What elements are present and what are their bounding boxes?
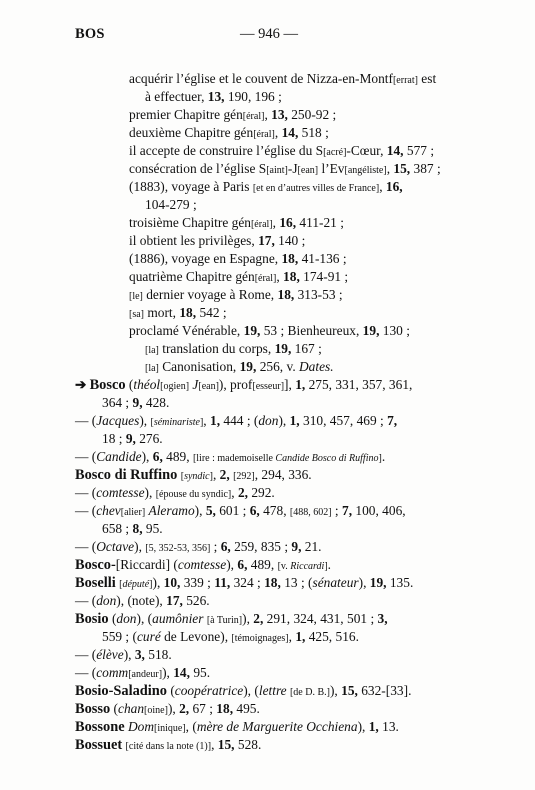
index-line — [129, 142, 434, 162]
line-segment: [ — [150, 417, 154, 428]
line-segment: 3, — [377, 611, 388, 626]
line-segment: — ( — [75, 647, 97, 662]
line-segment: Jacques — [96, 413, 140, 428]
line-segment: 526. — [182, 593, 210, 608]
index-line — [75, 592, 210, 610]
line-segment: Bossuet — [75, 737, 123, 753]
line-segment: élève — [96, 647, 124, 662]
line-segment: (1886), voyage en Espagne, — [129, 251, 282, 266]
index-line — [129, 214, 344, 234]
line-segment: lettre — [258, 683, 287, 698]
line-segment: 601 ; — [215, 503, 250, 518]
line-segment: 291, 324, 431, 501 ; — [263, 611, 378, 626]
line-segment: 18, — [283, 269, 300, 284]
line-segment: 135. — [386, 575, 414, 590]
line-segment: 15, — [393, 161, 411, 176]
line-segment: [esseur] — [252, 381, 285, 392]
line-segment: Dom — [127, 719, 154, 734]
line-segment: troisième Chapitre gén — [129, 215, 251, 230]
line-segment: 17, — [166, 593, 183, 608]
line-segment: don — [116, 611, 137, 626]
line-segment: J — [192, 377, 199, 392]
line-segment: 528. — [234, 737, 262, 752]
line-segment: -Cœur, — [346, 143, 387, 158]
line-segment: ), — [242, 611, 254, 626]
line-segment: il accepte de construire l’église du S — [129, 143, 324, 158]
line-segment: acquérir l’église et le couvent de Nizza-en-Montf — [129, 71, 393, 86]
line-segment: 19, — [243, 323, 261, 338]
line-segment: comtesse — [177, 557, 227, 572]
line-segment: est — [417, 71, 437, 86]
line-segment: [éral] — [242, 111, 265, 122]
index-line — [75, 448, 385, 468]
index-line — [75, 664, 210, 684]
line-segment: 632-[33]. — [357, 683, 412, 698]
index-line — [129, 286, 343, 306]
line-segment: 19, — [369, 575, 387, 590]
line-segment: , — [231, 485, 238, 500]
line-segment: — ( — [75, 413, 97, 428]
line-segment: curé — [136, 629, 161, 644]
line-segment: 18, — [179, 305, 197, 320]
line-segment: mère de Marguerite Occhiena — [196, 719, 358, 734]
line-segment: ), — [357, 719, 369, 734]
line-segment: 100, 406, — [352, 503, 406, 518]
line-segment: 15, — [341, 683, 358, 698]
line-segment: 411-21 ; — [296, 215, 344, 230]
line-segment: Bossone — [75, 719, 125, 735]
line-segment: Riccardi — [290, 561, 325, 572]
line-segment: . — [327, 557, 332, 572]
line-segment: 559 ; ( — [102, 629, 137, 644]
line-segment: 53 ; Bienheureux, — [260, 323, 363, 338]
line-segment: l’Ev — [318, 161, 345, 176]
index-line — [75, 412, 397, 432]
line-segment: 16, — [385, 179, 403, 194]
line-segment: 1, — [368, 719, 379, 734]
line-segment: 21. — [301, 539, 322, 554]
line-segment: [et en d’autres villes de France] — [252, 183, 380, 194]
line-segment: — ( — [75, 485, 97, 500]
line-segment: ), ( — [243, 683, 259, 698]
line-segment: ; — [210, 539, 221, 554]
line-segment: [cité dans la note (1)] — [125, 741, 212, 752]
line-segment: ] — [149, 579, 153, 590]
index-line — [129, 232, 305, 250]
line-segment: , — [212, 467, 220, 482]
line-segment: ( — [108, 611, 117, 626]
line-segment: [andeur] — [128, 669, 163, 680]
line-segment: premier Chapitre gén — [129, 107, 243, 122]
line-segment: [épouse du syndic] — [155, 489, 232, 500]
line-segment: 324 ; — [230, 575, 265, 590]
line-segment: 1, — [289, 413, 300, 428]
line-segment: 518. — [144, 647, 172, 662]
line-segment: Boselli — [75, 575, 116, 591]
line-segment: 518 ; — [298, 125, 329, 140]
line-segment: Canonisation, — [158, 359, 240, 374]
line-segment: ), — [152, 575, 164, 590]
line-segment: ), — [167, 701, 180, 716]
line-segment: 19, — [362, 323, 380, 338]
line-segment: [à Turin] — [206, 615, 243, 626]
line-segment: ), — [141, 449, 153, 464]
line-segment: chan — [118, 701, 145, 716]
index-line — [129, 304, 227, 324]
line-segment: chev — [96, 503, 121, 518]
index-line — [129, 268, 348, 288]
line-segment: ( — [110, 701, 119, 716]
line-segment: 10, — [163, 575, 181, 590]
line-segment: [aint] — [266, 165, 288, 176]
line-segment: 7, — [342, 503, 353, 518]
line-segment: il obtient les privilèges, — [129, 233, 259, 248]
line-segment: 18, — [277, 287, 295, 302]
line-segment: Dates. — [299, 359, 334, 374]
line-segment: 95. — [189, 665, 211, 680]
line-segment: translation du corps, — [158, 341, 275, 356]
line-segment: — ( — [75, 665, 97, 680]
line-segment: ; — [331, 503, 342, 518]
line-segment: 428. — [142, 395, 170, 410]
line-segment: , — [379, 179, 386, 194]
line-segment: [v. — [277, 561, 291, 572]
line-segment: 489, — [247, 557, 278, 572]
line-segment: 14, — [173, 665, 190, 680]
index-line — [129, 124, 329, 144]
line-segment: , — [203, 413, 210, 428]
line-segment: ), (note), — [116, 593, 167, 608]
line-segment: Candide — [96, 449, 142, 464]
line-segment: 2, — [179, 701, 190, 716]
line-segment: 495. — [233, 701, 260, 716]
line-segment: ( — [170, 557, 178, 572]
line-segment: 19, — [239, 359, 257, 374]
line-segment: deuxième Chapitre gén — [129, 125, 254, 140]
line-segment: [ — [119, 579, 123, 590]
line-segment: sénateur — [312, 575, 359, 590]
line-segment: 276. — [135, 431, 163, 446]
line-segment: 259, 835 ; — [230, 539, 292, 554]
line-segment: aumônier — [152, 611, 204, 626]
line-segment: ] — [209, 471, 213, 482]
line-segment: 2, — [253, 611, 264, 626]
line-segment: 5, — [205, 503, 216, 518]
line-segment: , — [386, 161, 394, 176]
line-segment: [488, 602] — [289, 507, 332, 518]
line-segment: 310, 457, 469 ; — [299, 413, 388, 428]
line-segment: proclamé Vénérable, — [129, 323, 244, 338]
line-segment: [de D. B.] — [289, 687, 330, 698]
line-segment: ), — [162, 665, 174, 680]
line-segment: [ogien] — [160, 381, 190, 392]
line-segment: [ean] — [297, 165, 319, 176]
line-segment: ( — [125, 377, 134, 392]
line-segment: [inique] — [154, 723, 186, 734]
line-segment: comtesse — [96, 485, 145, 500]
index-line — [102, 628, 359, 648]
line-segment: 14, — [281, 125, 299, 140]
line-segment: 41-136 ; — [298, 251, 347, 266]
line-segment: don — [96, 593, 117, 608]
line-segment: — ( — [75, 449, 97, 464]
index-line — [75, 466, 312, 486]
line-segment: comm — [96, 665, 129, 680]
line-segment: 19, — [274, 341, 292, 356]
line-segment: 444 ; ( — [220, 413, 259, 428]
index-line — [75, 718, 399, 738]
line-segment: [oine] — [144, 705, 168, 716]
index-line — [75, 646, 172, 664]
line-segment: 9, — [132, 395, 143, 410]
index-line — [75, 736, 261, 756]
line-segment: 18, — [264, 575, 281, 590]
line-segment: 387 ; — [410, 161, 441, 176]
line-segment: Bosso — [75, 701, 111, 717]
line-segment: don — [258, 413, 279, 428]
line-segment: 13, — [207, 89, 225, 104]
line-segment: ), — [358, 575, 370, 590]
line-segment: [sa] — [129, 309, 144, 320]
line-segment: 7, — [387, 413, 398, 428]
line-segment: 2, — [237, 485, 248, 500]
line-segment: ] — [324, 561, 328, 572]
line-segment: [ean] — [198, 381, 219, 392]
line-segment: ), — [144, 485, 156, 500]
line-segment: de Levone), — [160, 629, 232, 644]
index-line — [145, 358, 334, 378]
line-segment: coopératrice — [174, 683, 244, 698]
line-segment: 18, — [216, 701, 234, 716]
line-segment: [acré] — [323, 147, 347, 158]
line-segment: Octave — [96, 539, 135, 554]
line-segment: (1883), voyage à Paris — [129, 179, 253, 194]
index-line — [145, 196, 197, 214]
line-segment: [alier] — [120, 507, 146, 518]
index-line — [75, 538, 322, 558]
line-segment: syndic — [184, 471, 210, 482]
line-segment: 140 ; — [274, 233, 306, 248]
line-segment: . — [381, 449, 386, 464]
line-segment: 167 ; — [291, 341, 322, 356]
index-line — [102, 520, 163, 538]
line-segment: [le] — [129, 291, 143, 302]
line-segment: , — [288, 629, 296, 644]
line-segment: 339 ; — [180, 575, 215, 590]
line-segment: 292. — [248, 485, 275, 500]
line-segment: 13 ; ( — [280, 575, 313, 590]
line-segment: [errat] — [392, 75, 418, 86]
line-segment: ] — [378, 453, 382, 464]
line-segment: — ( — [75, 503, 97, 518]
line-segment: 17, — [258, 233, 275, 248]
line-segment: ), — [134, 539, 146, 554]
line-segment: [la] — [145, 363, 159, 374]
index-line — [75, 376, 412, 396]
line-segment: 6, — [220, 539, 231, 554]
line-segment: [témoignages] — [231, 633, 289, 644]
line-segment: 8, — [132, 521, 143, 536]
line-segment: ] — [199, 417, 204, 428]
index-line — [75, 682, 411, 702]
line-segment: , — [272, 215, 280, 230]
line-segment: 2, — [219, 467, 230, 482]
line-segment: 542 ; — [196, 305, 227, 320]
line-segment: ), — [139, 413, 151, 428]
line-segment: mort, — [144, 305, 180, 320]
line-segment: [Riccardi] — [115, 557, 171, 572]
running-head: BOS — [75, 26, 105, 42]
line-segment: dernier voyage à Rome, — [142, 287, 278, 302]
line-segment: 18, — [281, 251, 299, 266]
line-segment: député — [122, 579, 150, 590]
line-segment: [angéliste] — [344, 165, 387, 176]
line-segment: 1, — [295, 629, 306, 644]
line-segment: ), — [226, 557, 238, 572]
line-segment: ( — [166, 683, 175, 698]
line-segment: , 294, 336. — [254, 467, 312, 482]
line-segment: ], — [284, 377, 296, 392]
line-segment: 13. — [378, 719, 399, 734]
line-segment: 9, — [125, 431, 136, 446]
index-line — [145, 340, 322, 360]
line-segment: théol — [133, 377, 161, 392]
line-segment: 256, v. — [256, 359, 300, 374]
line-segment: consécration de l’église S — [129, 161, 267, 176]
line-segment: 6, — [249, 503, 260, 518]
line-segment: Bosco — [89, 377, 126, 393]
line-segment: Bosco- — [75, 557, 116, 573]
line-segment: , — [274, 125, 282, 140]
index-line — [75, 556, 331, 576]
line-segment: , ( — [185, 719, 197, 734]
line-segment: 11, — [214, 575, 231, 590]
line-segment: 313-53 ; — [294, 287, 343, 302]
line-segment: [éral] — [253, 129, 275, 140]
line-segment: 130 ; — [379, 323, 410, 338]
page-number: — 946 — — [240, 26, 298, 42]
index-line — [102, 430, 163, 448]
line-segment: 18 ; — [102, 431, 126, 446]
index-line — [129, 250, 347, 268]
line-segment: Bosco di Ruffino — [75, 467, 178, 483]
line-segment: 364 ; — [102, 395, 133, 410]
index-line — [145, 88, 282, 106]
line-segment: ), — [123, 647, 135, 662]
line-segment: 1, — [210, 413, 221, 428]
line-segment: [lire : mademoiselle — [192, 453, 276, 464]
line-segment: 658 ; — [102, 521, 133, 536]
line-segment: , — [276, 269, 284, 284]
index-line — [129, 106, 336, 126]
line-segment: ), — [329, 683, 342, 698]
index-line — [75, 574, 413, 594]
line-segment: 9, — [291, 539, 302, 554]
line-segment: 489, — [162, 449, 193, 464]
line-segment: 577 ; — [403, 143, 435, 158]
line-segment: [292] — [233, 471, 255, 482]
index-line — [75, 484, 275, 504]
line-segment: [ — [180, 471, 185, 482]
line-segment: Bosio-Saladino — [75, 683, 167, 699]
line-segment: 67 ; — [189, 701, 217, 716]
line-segment: -J — [287, 161, 298, 176]
line-segment: ), — [278, 413, 290, 428]
line-segment: ➔ — [75, 377, 90, 392]
index-line — [102, 394, 169, 412]
line-segment: 425, 516. — [305, 629, 359, 644]
line-segment: 6, — [237, 557, 248, 572]
index-line — [75, 502, 406, 522]
line-segment: 13, — [271, 107, 288, 122]
line-segment: quatrième Chapitre gén — [129, 269, 255, 284]
line-segment: 190, 196 ; — [224, 89, 282, 104]
line-segment: 250-92 ; — [287, 107, 337, 122]
line-segment: Bosio — [75, 611, 109, 627]
line-segment: ), prof — [218, 377, 253, 392]
line-segment: 275, 331, 357, 361, — [305, 377, 413, 392]
line-segment: , — [264, 107, 272, 122]
line-segment: 15, — [217, 737, 235, 752]
index-line — [129, 70, 436, 90]
line-segment: [la] — [145, 345, 159, 356]
line-segment: 14, — [386, 143, 404, 158]
line-segment: , — [211, 737, 218, 752]
line-segment: ), — [194, 503, 206, 518]
line-segment: séminariste — [153, 417, 200, 428]
line-segment: 16, — [279, 215, 297, 230]
line-segment: Candide Bosco di Ruffino — [275, 453, 379, 464]
line-segment: à effectuer, — [145, 89, 208, 104]
line-segment: Aleramo — [148, 503, 195, 518]
line-segment: ), ( — [136, 611, 153, 626]
line-segment: [éral] — [254, 273, 277, 284]
index-line — [129, 322, 410, 340]
line-segment: 174-91 ; — [299, 269, 349, 284]
line-segment: [éral] — [250, 219, 273, 230]
index-line — [75, 610, 388, 630]
line-segment: 1, — [295, 377, 306, 392]
line-segment: 478, — [259, 503, 290, 518]
line-segment: 3, — [134, 647, 145, 662]
index-line — [75, 700, 260, 720]
line-segment: [5, 352-53, 356] — [145, 543, 211, 554]
line-segment: 104-279 ; — [145, 197, 197, 212]
index-line — [129, 178, 403, 198]
index-line — [129, 160, 441, 180]
line-segment: — ( — [75, 593, 97, 608]
line-segment: 95. — [142, 521, 163, 536]
line-segment: 6, — [152, 449, 163, 464]
line-segment: — ( — [75, 539, 97, 554]
